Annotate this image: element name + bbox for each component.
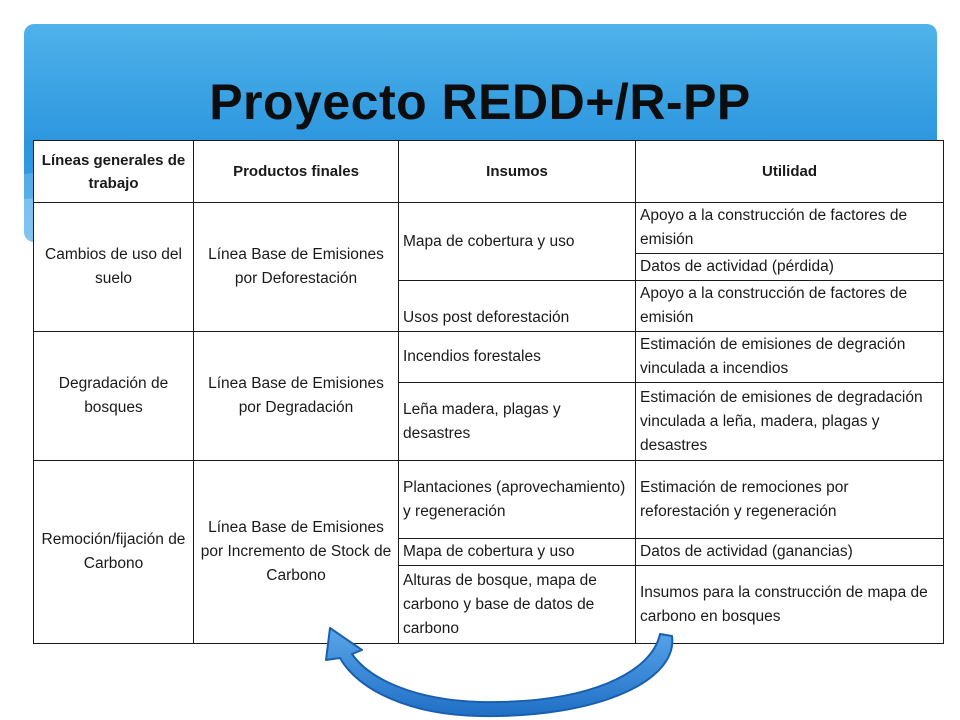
redd-table	[33, 140, 944, 644]
cell-utilidad: Estimación de emisiones de degradación vinculada a leña, madera, plagas y desastres	[636, 383, 944, 461]
cell-producto: Línea Base de Emisiones por Deforestación	[194, 203, 399, 332]
header-lineas: Líneas generales de trabajo	[34, 141, 194, 203]
cell-utilidad: Apoyo a la construcción de factores de emisión	[636, 203, 944, 254]
header-utilidad: Utilidad	[636, 141, 944, 203]
cell-insumo: Plantaciones (aprovechamiento) y regeneración	[399, 461, 636, 539]
cell-utilidad: Estimación de emisiones de degración vinculada a incendios	[636, 332, 944, 383]
cell-insumo: Leña madera, plagas y desastres	[399, 383, 636, 461]
curved-arrow-icon	[300, 620, 700, 720]
table-row	[34, 203, 944, 254]
table-row	[34, 332, 944, 383]
cell-utilidad: Apoyo a la construcción de factores de emisión	[636, 281, 944, 332]
cell-insumo: Mapa de cobertura y uso	[399, 203, 636, 281]
cell-linea: Cambios de uso del suelo	[34, 203, 194, 332]
cell-insumo: Usos post deforestación	[399, 281, 636, 332]
cell-utilidad: Insumos para la construcción de mapa de carbono en bosques	[636, 566, 944, 644]
cell-producto: Línea Base de Emisiones por Incremento de Stock de Carbono	[194, 461, 399, 644]
cell-utilidad: Estimación de remociones por reforestación y regeneración	[636, 461, 944, 539]
cell-utilidad: Datos de actividad (ganancias)	[636, 539, 944, 566]
cell-linea: Degradación de bosques	[34, 332, 194, 461]
header-insumos: Insumos	[399, 141, 636, 203]
page-title: Proyecto REDD+/R-PP	[209, 74, 751, 130]
cell-insumo: Incendios forestales	[399, 332, 636, 383]
table-row	[34, 461, 944, 539]
cell-utilidad: Datos de actividad (pérdida)	[636, 254, 944, 281]
header-productos: Productos finales	[194, 141, 399, 203]
cell-linea: Remoción/fijación de Carbono	[34, 461, 194, 644]
cell-insumo: Mapa de cobertura y uso	[399, 539, 636, 566]
cell-insumo: Alturas de bosque, mapa de carbono y base de datos de carbono	[399, 566, 636, 644]
table-header-row	[34, 141, 944, 203]
cell-producto: Línea Base de Emisiones por Degradación	[194, 332, 399, 461]
